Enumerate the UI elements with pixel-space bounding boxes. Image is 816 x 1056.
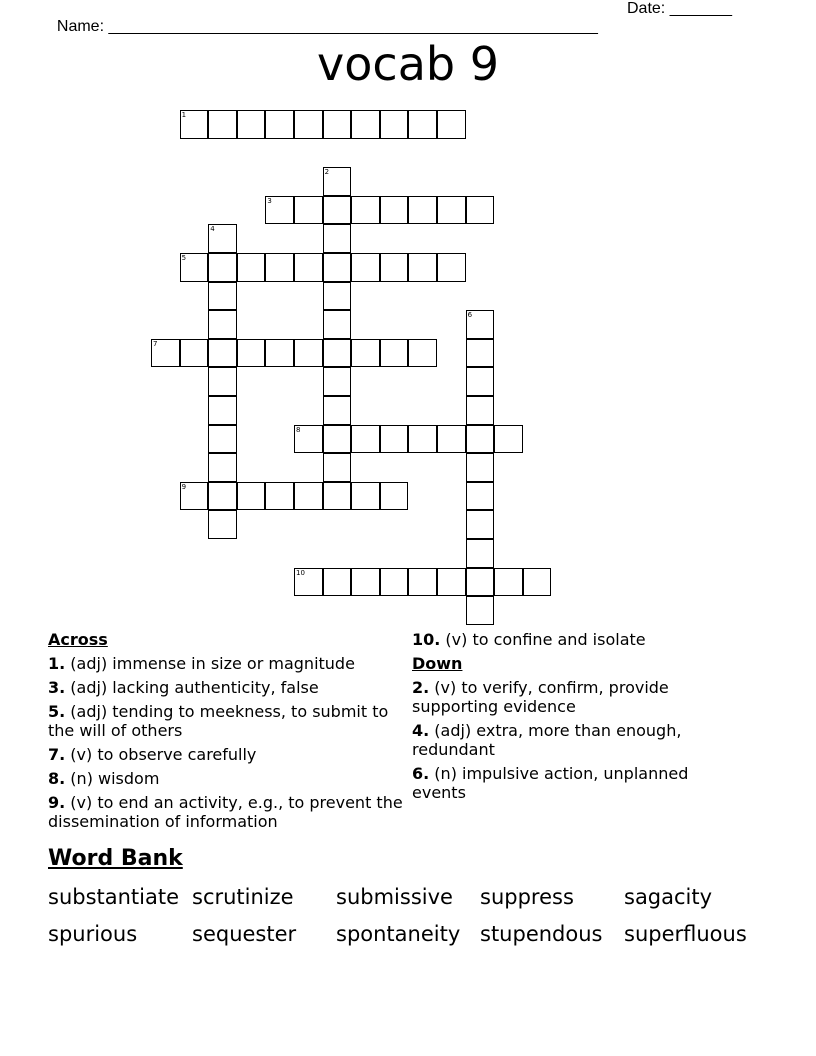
word-bank-title: Word Bank (48, 846, 183, 871)
clue-item (48, 745, 408, 764)
grid-cell[interactable] (408, 339, 437, 368)
grid-cell[interactable] (466, 310, 495, 339)
clue-item-text: (v) to verify, confirm, provide supporting evidence (412, 678, 669, 716)
grid-cell[interactable] (323, 425, 352, 454)
grid-cell[interactable] (323, 367, 352, 396)
grid-cell[interactable] (466, 196, 495, 225)
grid-cell[interactable] (323, 339, 352, 368)
grid-cell[interactable] (208, 396, 237, 425)
grid-cell[interactable] (380, 110, 409, 139)
grid-cell[interactable] (408, 425, 437, 454)
page-title: vocab 9 (317, 37, 499, 91)
clue-number: 8 (296, 425, 301, 434)
grid-cell[interactable] (466, 425, 495, 454)
grid-cell[interactable] (323, 110, 352, 139)
grid-cell[interactable] (351, 568, 380, 597)
clue-number: 1 (181, 111, 187, 119)
grid-cell[interactable] (408, 110, 437, 139)
clue-item-number: 5. (48, 702, 66, 721)
grid-cell[interactable] (351, 110, 380, 139)
clue-item-text: (adj) lacking authenticity, false (65, 678, 319, 697)
grid-cell[interactable] (208, 339, 237, 368)
clue-item (412, 764, 732, 802)
word-bank-word: substantiate (48, 885, 180, 909)
grid-cell[interactable] (208, 453, 237, 482)
grid-cell[interactable] (380, 482, 409, 511)
clue-item-number: 10. (412, 630, 441, 649)
grid-cell[interactable] (323, 224, 352, 253)
grid-cell[interactable] (180, 482, 209, 511)
down-heading: Down (412, 654, 463, 673)
grid-cell[interactable] (265, 196, 294, 225)
grid-cell[interactable] (180, 253, 209, 282)
across-clue-list (48, 654, 408, 831)
grid-cell[interactable] (437, 568, 466, 597)
grid-cell[interactable] (294, 339, 323, 368)
grid-cell[interactable] (265, 482, 294, 511)
grid-cell[interactable] (208, 367, 237, 396)
grid-cell[interactable] (351, 339, 380, 368)
grid-cell[interactable] (237, 339, 266, 368)
word-bank-word: scrutinize (192, 885, 294, 909)
grid-cell[interactable] (208, 425, 237, 454)
date-field-label[interactable]: Date: _______ (627, 0, 732, 17)
clues-column-left (48, 630, 408, 836)
grid-cell[interactable] (466, 596, 495, 625)
grid-cell[interactable] (466, 396, 495, 425)
grid-cell[interactable] (351, 482, 380, 511)
clue-item (48, 654, 408, 673)
grid-cell[interactable] (323, 453, 352, 482)
grid-cell[interactable] (208, 253, 237, 282)
grid-cell[interactable] (323, 253, 352, 282)
grid-cell[interactable] (208, 510, 237, 539)
grid-cell[interactable] (265, 339, 294, 368)
word-bank-word: stupendous (480, 922, 603, 946)
clue-item-number: 7. (48, 745, 66, 764)
grid-cell[interactable] (180, 110, 209, 139)
grid-cell[interactable] (208, 282, 237, 311)
grid-cell[interactable] (208, 310, 237, 339)
word-bank-row (48, 921, 768, 958)
clue-item-number: 9. (48, 793, 66, 812)
clue-number: 2 (324, 168, 330, 177)
grid-cell[interactable] (408, 253, 437, 282)
grid-cell[interactable] (437, 196, 466, 225)
clue-item (48, 702, 408, 740)
grid-cell[interactable] (466, 339, 495, 368)
clue-item-text: (adj) immense in size or magnitude (65, 654, 355, 673)
down-clue-list (412, 678, 732, 802)
grid-cell[interactable] (323, 568, 352, 597)
grid-cell[interactable] (294, 482, 323, 511)
clue-item (412, 721, 732, 759)
grid-cell[interactable] (323, 282, 352, 311)
word-bank-word: sequester (192, 922, 297, 946)
clue-item-text: (v) to end an activity, e.g., to prevent the dissemination of information (48, 793, 403, 831)
grid-cell[interactable] (237, 482, 266, 511)
grid-cell[interactable] (294, 253, 323, 282)
grid-cell[interactable] (294, 568, 323, 597)
word-bank-word: superfluous (624, 922, 747, 946)
grid-cell[interactable] (466, 482, 495, 511)
grid-cell[interactable] (437, 110, 466, 139)
grid-cell[interactable] (351, 196, 380, 225)
clue-item (48, 769, 408, 788)
word-bank-word: spurious (48, 922, 138, 946)
grid-cell[interactable] (208, 482, 237, 511)
name-field-label[interactable]: Name: _______________________________________________________ (56, 18, 598, 35)
clue-item (48, 678, 408, 697)
grid-cell[interactable] (408, 196, 437, 225)
grid-cell[interactable] (380, 425, 409, 454)
grid-cell[interactable] (323, 167, 352, 196)
grid-cell[interactable] (380, 568, 409, 597)
clue-item (48, 793, 408, 831)
grid-cell[interactable] (294, 110, 323, 139)
clue-item-number: 1. (48, 654, 66, 673)
word-bank-word: suppress (480, 885, 574, 909)
clue-item-number: 4. (412, 721, 430, 740)
clue-number: 10 (296, 568, 305, 577)
across-clue-list-continued (412, 630, 732, 649)
grid-cell[interactable] (466, 539, 495, 568)
clue-item-number: 6. (412, 764, 430, 783)
clue-item-text: (n) wisdom (65, 769, 160, 788)
grid-cell[interactable] (380, 196, 409, 225)
grid-cell[interactable] (466, 510, 495, 539)
grid-cell[interactable] (466, 367, 495, 396)
word-bank (48, 884, 768, 958)
grid-cell[interactable] (151, 339, 180, 368)
clue-item (412, 630, 732, 649)
grid-cell[interactable] (380, 253, 409, 282)
clue-number: 4 (210, 225, 215, 234)
grid-cell[interactable] (294, 196, 323, 225)
clues-column-right (412, 630, 732, 807)
grid-cell[interactable] (208, 110, 237, 139)
clue-item-number: 8. (48, 769, 66, 788)
grid-cell[interactable] (323, 396, 352, 425)
clue-number: 5 (181, 254, 187, 262)
clue-item-number: 3. (48, 678, 66, 697)
clue-item-text: (v) to confine and isolate (440, 630, 646, 649)
clue-item-text: (adj) extra, more than enough, redundant (412, 721, 682, 759)
grid-cell[interactable] (408, 568, 437, 597)
clue-number: 9 (181, 482, 187, 491)
grid-cell[interactable] (237, 110, 266, 139)
grid-cell[interactable] (437, 253, 466, 282)
grid-cell[interactable] (323, 482, 352, 511)
clue-number: 3 (267, 196, 272, 205)
grid-cell[interactable] (494, 425, 523, 454)
grid-cell[interactable] (180, 339, 209, 368)
grid-cell[interactable] (294, 425, 323, 454)
grid-cell[interactable] (265, 253, 294, 282)
grid-cell[interactable] (237, 253, 266, 282)
grid-cell[interactable] (351, 425, 380, 454)
grid-cell[interactable] (523, 568, 552, 597)
word-bank-word: sagacity (624, 885, 713, 909)
word-bank-word: spontaneity (336, 922, 461, 946)
grid-cell[interactable] (380, 339, 409, 368)
clue-item-text: (v) to observe carefully (65, 745, 257, 764)
grid-cell[interactable] (494, 568, 523, 597)
grid-cell[interactable] (466, 453, 495, 482)
grid-cell[interactable] (208, 224, 237, 253)
clue-item (412, 678, 732, 716)
clue-number: 7 (153, 339, 158, 348)
grid-cell[interactable] (323, 310, 352, 339)
clue-item-text: (n) impulsive action, unplanned events (412, 764, 689, 802)
grid-cell[interactable] (351, 253, 380, 282)
grid-cell[interactable] (265, 110, 294, 139)
grid-cell[interactable] (437, 425, 466, 454)
clue-number: 6 (467, 311, 473, 320)
word-bank-row (48, 884, 768, 921)
clue-item-text: (adj) tending to meekness, to submit to the will of others (48, 702, 389, 740)
grid-cell[interactable] (323, 196, 352, 225)
clue-item-number: 2. (412, 678, 430, 697)
across-heading: Across (48, 630, 108, 649)
grid-cell[interactable] (466, 568, 495, 597)
word-bank-word: submissive (336, 885, 453, 909)
